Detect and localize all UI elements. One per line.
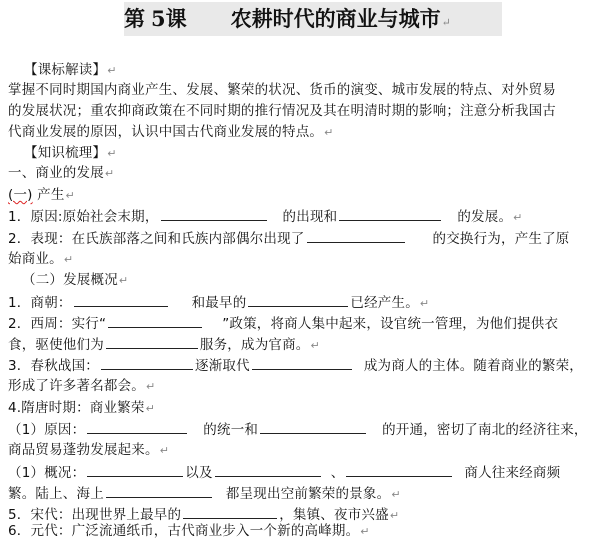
standards-heading: 【课标解读】↵ [24, 62, 117, 78]
standards-text-line: 的发展状况；重农抑商政策在不同时期的推行情况及其在明清时期的影响；注意分析我国古 [8, 103, 556, 119]
section-heading: 一、商业的发展↵ [8, 165, 115, 181]
standards-text-line: 代商业发展的原因，认识中国古代商业发展的特点。↵ [8, 124, 334, 140]
list-item-continuation: 形成了许多著名都会。↵ [8, 378, 156, 394]
list-item: 1．商朝： 和最早的 已经产生。↵ [8, 292, 429, 314]
subsection-heading: (一) 产生↵ [8, 187, 75, 203]
list-item-continuation: 商品贸易蓬勃发展起来。↵ [8, 442, 170, 458]
standards-text-line: 掌握不同时期国内商业产生、发展、繁荣的状况、货币的演变、城市发展的特点、对外贸易 [8, 82, 556, 98]
list-item: 5．宋代：出现世界上最早的 ，集镇、夜市兴盛↵ [8, 504, 399, 526]
list-item: 3．春秋战国： 逐渐取代 成为商人的主体。随着商业的繁荣， [8, 355, 583, 376]
subsection-heading: （二）发展概况↵ [22, 272, 129, 288]
knowledge-heading: 【知识梳理】↵ [24, 145, 117, 161]
list-item: 2．表现：在氏族部落之间和氏族内部偶尔出现了 的交换行为，产生了原 [8, 228, 570, 249]
list-item: 1．原因:原始社会末期， 的出现和 的发展。↵ [8, 206, 523, 228]
list-item: 4.隋唐时期：商业繁荣↵ [8, 400, 156, 416]
list-item-continuation: 繁。陆上、海上 都呈现出空前繁荣的景象。↵ [8, 483, 401, 505]
title-banner [124, 2, 502, 36]
list-item-continuation: 食，驱使他们为 服务，成为官商。↵ [8, 334, 320, 356]
paragraph-mark: ↵ [441, 16, 451, 29]
list-item: 6．元代：广泛流通纸币，古代商业步入一个新的高峰期。↵ [8, 523, 370, 539]
list-item: 2．西周：实行“ ”政策，将商人集中起来，设官统一管理，为他们提供衣 [8, 313, 558, 334]
list-item: （1）原因： 的统一和 的开通，密切了南北的经济往来， [8, 419, 588, 440]
list-item-continuation: 始商业。↵ [8, 251, 74, 267]
list-item: （1）概况： 以及 、 商人往来经商频 [8, 462, 560, 483]
page-title: 第 5课 农耕时代的商业与城市↵ [124, 6, 451, 31]
